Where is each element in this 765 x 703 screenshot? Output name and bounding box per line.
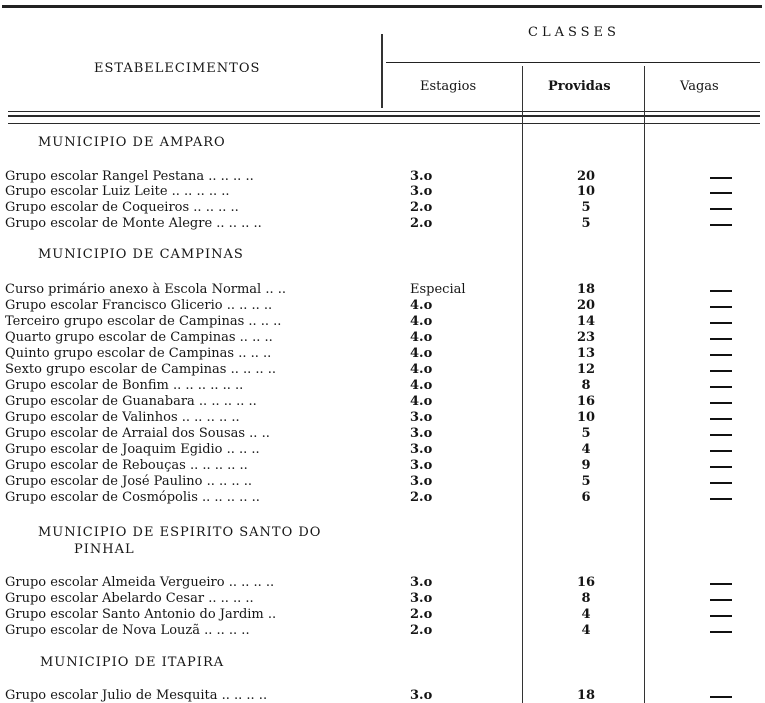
municipality-heading-continuation: PINHAL — [74, 542, 135, 557]
vacant-column-heading: Vagas — [680, 79, 719, 94]
vacant-dash — [710, 583, 732, 585]
filled-value: 5 — [581, 200, 591, 215]
vacant-dash — [710, 466, 732, 468]
stage-value: 4.o — [410, 314, 433, 329]
vacant-dash — [710, 498, 732, 500]
stage-value: 4.o — [410, 394, 433, 409]
filled-value: 5 — [581, 426, 591, 441]
header-bottom-rule — [8, 111, 760, 112]
stage-value: 2.o — [410, 607, 433, 622]
header-bottom-rule-lower — [8, 123, 760, 124]
vacant-dash — [710, 177, 732, 179]
stage-value: 3.o — [410, 591, 433, 606]
filled-value: 18 — [576, 282, 596, 297]
vacant-dash — [710, 224, 732, 226]
stage-value: 4.o — [410, 346, 433, 361]
classes-header-rule — [386, 62, 760, 63]
stage-value: 2.o — [410, 200, 433, 215]
vacant-dash — [710, 306, 732, 308]
filled-value: 9 — [581, 458, 591, 473]
stage-value: 3.o — [410, 426, 433, 441]
filled-value: 8 — [581, 378, 591, 393]
vacant-dash — [710, 192, 732, 194]
stage-value: 3.o — [410, 575, 433, 590]
stage-value: 3.o — [410, 169, 433, 184]
filled-value: 18 — [576, 688, 596, 703]
municipality-heading: MUNICIPIO DE CAMPINAS — [38, 247, 244, 262]
school-name: Grupo escolar de José Paulino .. .. .. .. — [5, 474, 253, 489]
vacant-dash — [710, 418, 732, 420]
school-name: Terceiro grupo escolar de Campinas .. .. .. — [5, 314, 282, 329]
school-name: Grupo escolar Luiz Leite .. .. .. .. .. — [5, 184, 230, 199]
filled-value: 23 — [576, 330, 596, 345]
filled-value: 6 — [581, 490, 591, 505]
school-name: Quarto grupo escolar de Campinas .. .. .. — [5, 330, 273, 345]
school-name: Grupo escolar de Valinhos .. .. .. .. .. — [5, 410, 240, 425]
filled-value: 14 — [576, 314, 596, 329]
header-bottom-rule-thick — [8, 115, 760, 117]
stage-value: 4.o — [410, 298, 433, 313]
school-name: Grupo escolar de Bonfim .. .. .. .. .. .. — [5, 378, 244, 393]
establishment-column-divider — [381, 34, 383, 108]
school-name: Grupo escolar de Cosmópolis .. .. .. .. .. — [5, 490, 260, 505]
vacant-dash — [710, 599, 732, 601]
vacant-dash — [710, 696, 732, 698]
vacant-dash — [710, 434, 732, 436]
school-name: Grupo escolar Rangel Pestana .. .. .. .. — [5, 169, 254, 184]
school-name: Grupo escolar de Joaquim Egidio .. .. .. — [5, 442, 260, 457]
vacant-column-divider — [644, 66, 645, 703]
school-name: Grupo escolar Santo Antonio do Jardim .. — [5, 607, 277, 622]
school-name: Grupo escolar Francisco Glicerio .. .. .. .. — [5, 298, 273, 313]
vacant-dash — [710, 402, 732, 404]
municipality-heading: MUNICIPIO DE ESPIRITO SANTO DO — [38, 525, 322, 540]
school-name: Grupo escolar de Coqueiros .. .. .. .. — [5, 200, 239, 215]
filled-value: 16 — [576, 394, 596, 409]
school-name: Grupo escolar Julio de Mesquita .. .. .. .. — [5, 688, 268, 703]
stages-column-heading: Estagios — [420, 79, 477, 94]
filled-value: 10 — [576, 184, 596, 199]
school-name: Grupo escolar de Nova Louzã .. .. .. .. — [5, 623, 250, 638]
filled-column-heading: Providas — [548, 79, 611, 94]
filled-value: 4 — [581, 607, 591, 622]
filled-value: 8 — [581, 591, 591, 606]
classes-heading: CLASSES — [528, 25, 620, 40]
stage-value: 3.o — [410, 442, 433, 457]
stage-value: 3.o — [410, 474, 433, 489]
filled-value: 4 — [581, 442, 591, 457]
school-name: Grupo escolar de Arraial dos Sousas .. .. — [5, 426, 270, 441]
vacant-dash — [710, 370, 732, 372]
filled-value: 20 — [576, 169, 596, 184]
vacant-dash — [710, 322, 732, 324]
filled-value: 13 — [576, 346, 596, 361]
school-name: Sexto grupo escolar de Campinas .. .. .. .. — [5, 362, 277, 377]
filled-value: 4 — [581, 623, 591, 638]
filled-column-divider — [522, 66, 523, 703]
stage-value: 2.o — [410, 490, 433, 505]
school-name: Grupo escolar de Rebouças .. .. .. .. .. — [5, 458, 248, 473]
vacant-dash — [710, 208, 732, 210]
filled-value: 5 — [581, 216, 591, 231]
school-name: Quinto grupo escolar de Campinas .. .. .. — [5, 346, 272, 361]
establishments-heading: ESTABELECIMENTOS — [94, 61, 261, 76]
vacant-dash — [710, 450, 732, 452]
stage-value: 4.o — [410, 330, 433, 345]
school-name: Curso primário anexo à Escola Normal .. .. — [5, 282, 287, 297]
vacant-dash — [710, 631, 732, 633]
filled-value: 10 — [576, 410, 596, 425]
filled-value: 20 — [576, 298, 596, 313]
stage-value: 4.o — [410, 378, 433, 393]
stage-value: 3.o — [410, 184, 433, 199]
vacant-dash — [710, 354, 732, 356]
stage-value: 3.o — [410, 458, 433, 473]
top-rule — [2, 5, 762, 8]
municipality-heading: MUNICIPIO DE AMPARO — [38, 135, 226, 150]
filled-value: 5 — [581, 474, 591, 489]
school-name: Grupo escolar de Guanabara .. .. .. .. .. — [5, 394, 257, 409]
stage-value: 3.o — [410, 410, 433, 425]
stage-value: 3.o — [410, 688, 433, 703]
vacant-dash — [710, 386, 732, 388]
school-name: Grupo escolar Almeida Vergueiro .. .. .. .. — [5, 575, 275, 590]
filled-value: 16 — [576, 575, 596, 590]
stage-value: Especial — [410, 282, 466, 297]
school-name: Grupo escolar de Monte Alegre .. .. .. .. — [5, 216, 262, 231]
vacant-dash — [710, 482, 732, 484]
filled-value: 12 — [576, 362, 596, 377]
municipality-heading: MUNICIPIO DE ITAPIRA — [40, 655, 225, 670]
stage-value: 2.o — [410, 216, 433, 231]
stage-value: 2.o — [410, 623, 433, 638]
vacant-dash — [710, 615, 732, 617]
stage-value: 4.o — [410, 362, 433, 377]
vacant-dash — [710, 338, 732, 340]
vacant-dash — [710, 290, 732, 292]
school-name: Grupo escolar Abelardo Cesar .. .. .. .. — [5, 591, 254, 606]
